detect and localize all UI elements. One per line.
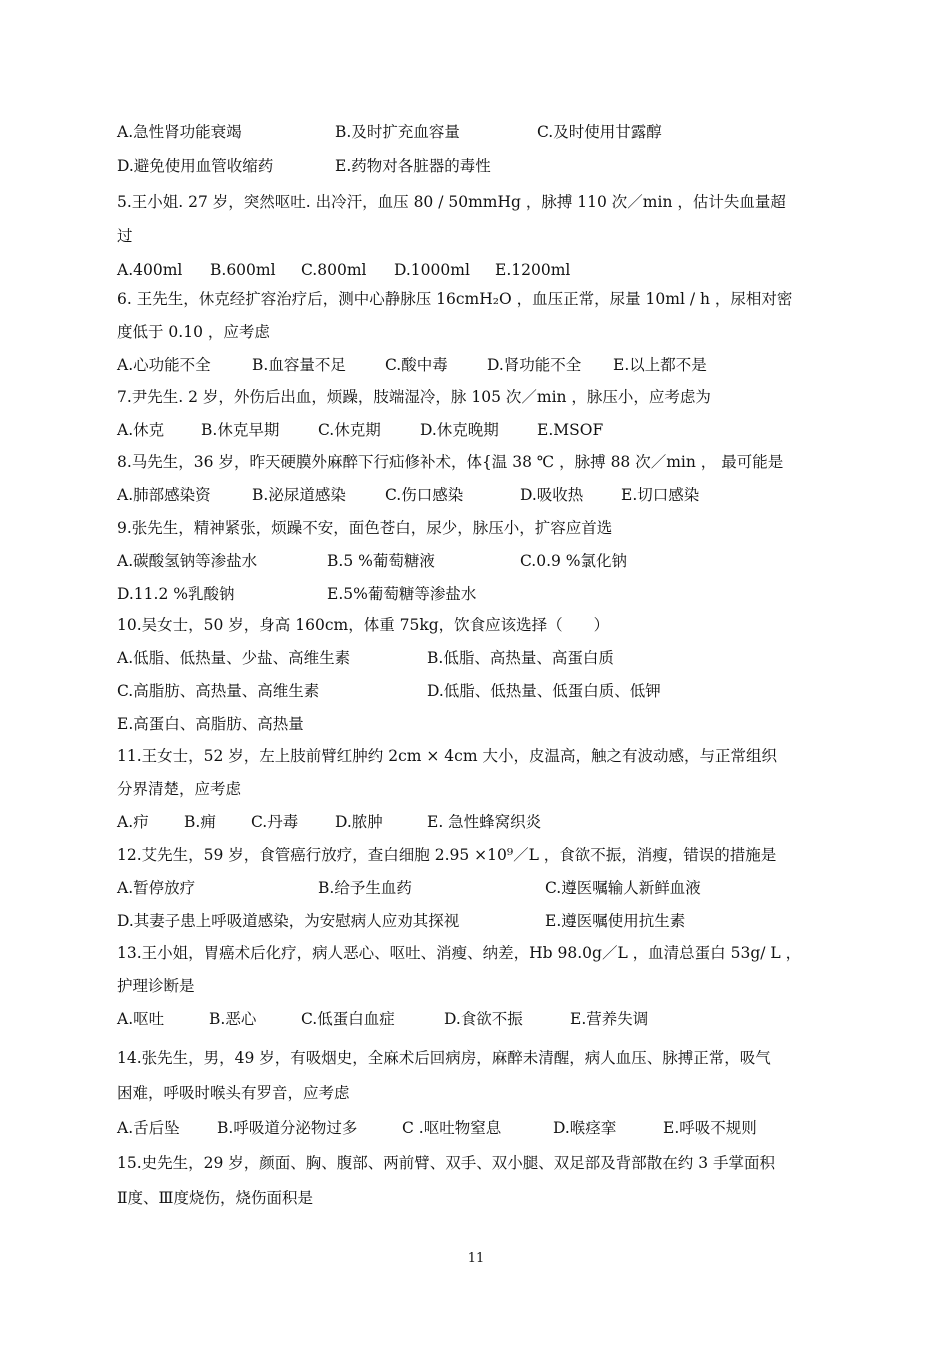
q7-option-c: C.休克期 [318,421,381,439]
q15-stem-line2: Ⅱ度、Ⅲ度烧伤，烧伤面积是 [117,1189,313,1207]
q4-option-d: D.避免使用血管收缩药 [117,157,274,175]
q5-option-a: A.400ml [117,261,183,279]
q12-option-c: C.遵医嘱输人新鲜血液 [545,879,701,897]
q4-option-c: C.及时使用甘露醇 [537,123,662,141]
q13-option-d: D.食欲不振 [444,1010,523,1028]
q13-option-a: A.呕吐 [117,1010,165,1028]
q5-option-b: B.600ml [210,261,276,279]
q9-stem: 9.张先生，精神紧张，烦躁不安，面色苍白，尿少，脉压小，扩容应首选 [117,519,613,537]
q13-option-c: C.低蛋白血症 [301,1010,395,1028]
q11-option-d: D.脓肿 [335,813,383,831]
q4-option-a: A.急性肾功能衰竭 [117,123,242,141]
q13-stem-line2: 护理诊断是 [117,977,195,995]
q11-option-b: B.痈 [184,813,216,831]
q6-option-d: D.肾功能不全 [487,356,582,374]
q11-option-c: C.丹毒 [251,813,299,831]
q11-stem-line2: 分界清楚，应考虑 [117,780,242,798]
q12-stem: 12.艾先生，59 岁，食管癌行放疗，查白细胞 2.95 ×10⁹／L ，食欲不振，消瘦，错误的措施是 [117,846,777,864]
page-number: 11 [467,1251,485,1266]
q14-option-b: B.呼吸道分泌物过多 [217,1119,358,1137]
q4-option-e: E.药物对各脏器的毒性 [335,157,491,175]
q14-option-e: E.呼吸不规则 [663,1119,757,1137]
q5-option-e: E.1200ml [495,261,571,279]
q12-option-a: A.暂停放疗 [117,879,196,897]
q8-option-a: A.肺部感染资 [117,486,211,504]
q9-option-e: E.5%葡萄糖等渗盐水 [327,585,477,603]
q12-option-d: D.其妻子患上呼吸道感染，为安慰病人应劝其探视 [117,912,460,930]
q13-stem-line1: 13.王小姐，胃癌术后化疗，病人恶心、呕吐、消瘦、纳差，Hb 98.0g／L ，血清总蛋白 53g/ L ， [117,944,802,962]
q10-option-e: E.高蛋白、高脂肪、高热量 [117,715,304,733]
q10-option-a: A.低脂、低热量、少盐、高维生素 [117,649,351,667]
q10-option-c: C.高脂肪、高热量、高维生素 [117,682,320,700]
q11-option-e: E. 急性蜂窝织炎 [427,813,542,831]
q4-option-b: B.及时扩充血容量 [335,123,460,141]
q9-option-a: A.碳酸氢钠等渗盐水 [117,552,258,570]
q7-option-d: D.休克晚期 [420,421,499,439]
q9-option-d: D.11.2 %乳酸钠 [117,585,235,603]
q6-option-c: C.酸中毒 [385,356,448,374]
q13-option-e: E.营养失调 [570,1010,649,1028]
q14-stem-line2: 困难，呼吸时喉头有罗音，应考虑 [117,1084,350,1102]
q13-option-b: B.恶心 [209,1010,257,1028]
q10-option-b: B.低脂、高热量、高蛋白质 [427,649,614,667]
q8-option-b: B.泌尿道感染 [252,486,346,504]
q7-option-e: E.MSOF [537,421,604,439]
q8-stem: 8.马先生，36 岁，昨天硬膜外麻醉下行疝修补术，体{温 38 ℃ ，脉搏 88 次／min ， 最可能是 [117,453,784,471]
q12-option-e: E.遵医嘱使用抗生素 [545,912,686,930]
q15-stem-line1: 15.史先生，29 岁，颜面、胸、腹部、两前臂、双手、双小腿、双足部及背部散在约 3 手掌面积 [117,1154,776,1172]
q14-option-d: D.喉痉挛 [553,1119,617,1137]
q8-option-d: D.吸收热 [520,486,584,504]
q5-stem-line2: 过 [117,227,133,245]
q5-option-c: C.800ml [301,261,367,279]
q6-option-b: B.血容量不足 [252,356,346,374]
q9-option-c: C.0.9 %氯化钠 [520,552,628,570]
q7-stem: 7.尹先生. 2 岁，外伤后出血，烦躁，肢端湿冷，脉 105 次／min ，脉压小，应考虑为 [117,388,711,406]
q8-option-c: C.伤口感染 [385,486,464,504]
q6-option-a: A.心功能不全 [117,356,211,374]
q11-stem-line1: 11.王女士，52 岁，左上肢前臂红肿约 2cm × 4cm 大小，皮温高，触之有波动感，与正常组织 [117,747,777,765]
q6-stem-line1: 6. 王先生，休克经扩容治疗后，测中心静脉压 16cmH₂O ，血压正常，尿量 10ml / h ，尿相对密 [117,290,793,308]
q10-option-d: D.低脂、低热量、低蛋白质、低钾 [427,682,661,700]
q14-option-c: C .呕吐物窒息 [402,1119,502,1137]
q6-stem-line2: 度低于 0.10 ，应考虑 [117,323,270,341]
q10-stem: 10.吴女士，50 岁，身高 160cm，体重 75kg，饮食应该选择（ ） [117,616,610,634]
q11-option-a: A.疖 [117,813,149,831]
q6-option-e: E.以上都不是 [613,356,707,374]
q5-option-d: D.1000ml [394,261,470,279]
q14-option-a: A.舌后坠 [117,1119,180,1137]
q7-option-a: A.休克 [117,421,165,439]
q7-option-b: B.休克早期 [201,421,280,439]
q8-option-e: E.切口感染 [621,486,700,504]
q5-stem-line1: 5.王小姐. 27 岁，突然呕吐. 出冷汗，血压 80 / 50mmHg ，脉搏 110 次／min ，估计失血量超 [117,193,786,211]
q12-option-b: B.给予生血药 [318,879,412,897]
q14-stem-line1: 14.张先生，男，49 岁，有吸烟史，全麻术后回病房，麻醉未清醒，病人血压、脉搏正常，吸气 [117,1049,771,1067]
q9-option-b: B.5 %葡萄糖液 [327,552,435,570]
